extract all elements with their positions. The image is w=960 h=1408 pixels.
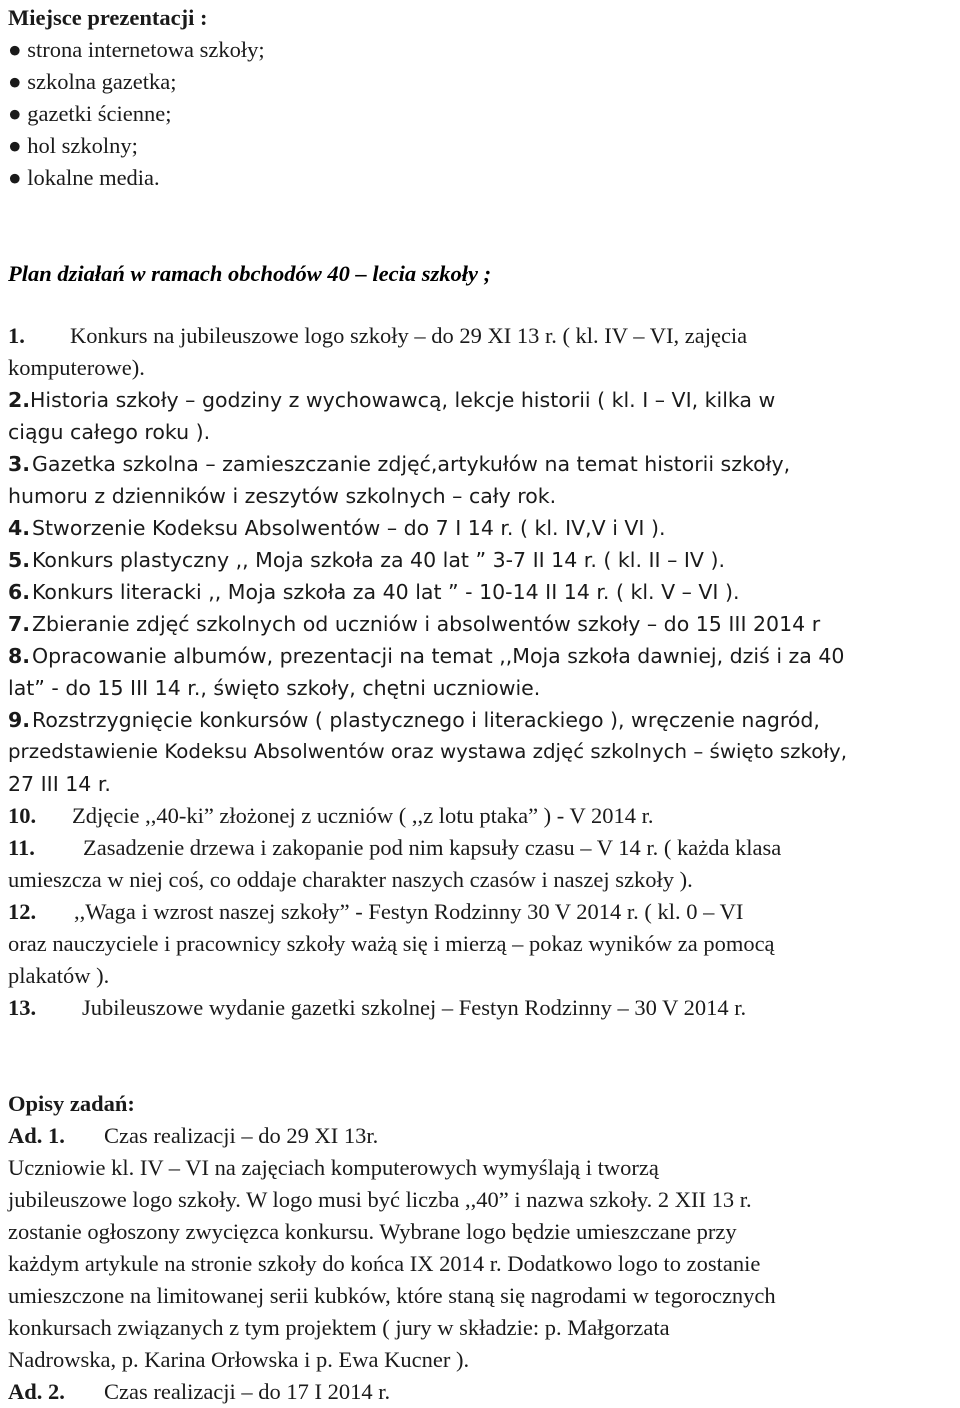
paragraph-line: jubileuszowe logo szkoły. W logo musi być liczba ,,40” i nazwa szkoły. 2 XII 13 r. (8, 1187, 752, 1212)
plan-list (8, 320, 958, 1024)
list-item: ● lokalne media. (8, 165, 160, 190)
list-item: ● hol szkolny; (8, 133, 138, 158)
list-item: ● szkolna gazetka; (8, 69, 177, 94)
plan-item-3-cont: humoru z dzienników i zeszytów szkolnych – cały rok. (8, 484, 557, 508)
task-ad1 (8, 1120, 958, 1376)
bullet-icon: ● (8, 37, 22, 62)
plan-item-11-cont: umieszcza w niej coś, co oddaje charakter naszych czasów i naszej szkoły ). (8, 867, 693, 892)
plan-item-6: 6.Konkurs literacki ,, Moja szkoła za 40 lat ” - 10-14 II 14 r. ( kl. V – VI ). (8, 580, 740, 604)
plan-item-12: 12. ,,Waga i wzrost naszej szkoły” - Festyn Rodzinny 30 V 2014 r. ( kl. 0 – VI (8, 899, 744, 924)
plan-item-3: 3.Gazetka szkolna – zamieszczanie zdjęć,artykułów na temat historii szkoły, (8, 452, 791, 476)
plan-item-9-cont: 27 III 14 r. (8, 772, 111, 796)
plan-title: Plan działań w ramach obchodów 40 – lecia szkoły ; (8, 261, 492, 286)
plan-item-12-cont: plakatów ). (8, 963, 110, 988)
plan-item-9-cont: przedstawienie Kodeksu Absolwentów oraz wystawa zdjęć szkolnych – święto szkoły, (8, 740, 847, 763)
plan-item-13: 13. Jubileuszowe wydanie gazetki szkolnej – Festyn Rodzinny – 30 V 2014 r. (8, 995, 747, 1020)
plan-item-1: 1. Konkurs na jubileuszowe logo szkoły – do 29 XI 13 r. ( kl. IV – VI, zajęcia (8, 323, 748, 348)
paragraph-line: konkursach związanych z tym projektem ( jury w składzie: p. Małgorzata (8, 1315, 670, 1340)
tasks-title: Opisy zadań: (8, 1091, 135, 1116)
plan-item-11: 11. Zasadzenie drzewa i zakopanie pod nim kapsuły czasu – V 14 r. ( każda klasa (8, 835, 782, 860)
task-ad2 (8, 1376, 958, 1408)
task-ad1-heading: Ad. 1. Czas realizacji – do 29 XI 13r. (8, 1123, 379, 1148)
plan-item-2: 2.Historia szkoły – godziny z wychowawcą, lekcje historii ( kl. I – VI, kilka w (8, 388, 776, 412)
plan-item-2-cont: ciągu całego roku ). (8, 420, 211, 444)
plan-item-8-cont: lat” - do 15 III 14 r., święto szkoły, chętni uczniowie. (8, 676, 541, 700)
spacer (8, 1056, 958, 1088)
bullet-icon: ● (8, 165, 22, 190)
bullet-icon: ● (8, 69, 22, 94)
presentation-title: Miejsce prezentacji : (8, 5, 208, 30)
spacer (8, 1024, 958, 1056)
paragraph-line: Nadrowska, p. Karina Orłowska i p. Ewa Kucner ). (8, 1347, 470, 1372)
bullet-icon: ● (8, 101, 22, 126)
plan-item-12-cont: oraz nauczyciele i pracownicy szkoły ważą się i mierzą – pokaz wyników za pomocą (8, 931, 775, 956)
presentation-list (8, 34, 958, 194)
plan-item-8: 8.Opracowanie albumów, prezentacji na temat ,,Moja szkoła dawniej, dziś i za 40 (8, 644, 845, 668)
spacer (8, 226, 958, 258)
plan-item-5: 5.Konkurs plastyczny ,, Moja szkoła za 40 lat ” 3-7 II 14 r. ( kl. II – IV ). (8, 548, 725, 572)
plan-item-10: 10. Zdjęcie ,,40-ki” złożonej z uczniów ( ,,z lotu ptaka” ) - V 2014 r. (8, 803, 654, 828)
spacer (8, 290, 958, 320)
plan-item-7: 7.Zbieranie zdjęć szkolnych od uczniów i absolwentów szkoły – do 15 III 2014 r (8, 612, 821, 636)
spacer (8, 194, 958, 226)
bullet-icon: ● (8, 133, 22, 158)
paragraph-line: umieszczone na limitowanej serii kubków, które staną się nagrodami w tegorocznych (8, 1283, 776, 1308)
document-page (8, 2, 958, 1408)
plan-item-4: 4.Stworzenie Kodeksu Absolwentów – do 7 I 14 r. ( kl. IV,V i VI ). (8, 516, 666, 540)
list-item: ● gazetki ścienne; (8, 101, 172, 126)
task-ad2-heading: Ad. 2. Czas realizacji – do 17 I 2014 r. (8, 1379, 391, 1404)
paragraph-line: Uczniowie kl. IV – VI na zajęciach komputerowych wymyślają i tworzą (8, 1155, 659, 1180)
plan-item-9: 9.Rozstrzygnięcie konkursów ( plastycznego i literackiego ), wręczenie nagród, (8, 708, 820, 732)
plan-item-1-cont: komputerowe). (8, 355, 145, 380)
paragraph-line: zostanie ogłoszony zwycięzca konkursu. Wybrane logo będzie umieszczane przy (8, 1219, 737, 1244)
list-item: ● strona internetowa szkoły; (8, 37, 265, 62)
paragraph-line: każdym artykule na stronie szkoły do końca IX 2014 r. Dodatkowo logo to zostanie (8, 1251, 761, 1276)
